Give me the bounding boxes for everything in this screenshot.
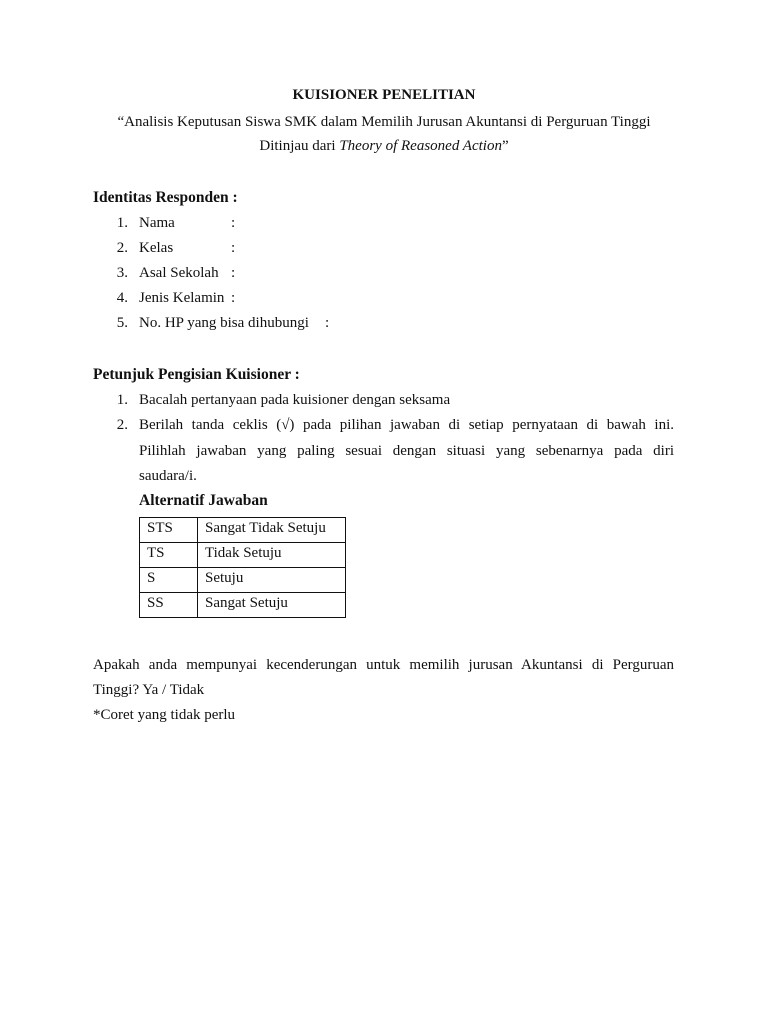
petunjuk-item-2-line3: saudara/i. xyxy=(139,468,197,484)
option-code: TS xyxy=(140,543,198,568)
alternatif-heading: Alternatif Jawaban xyxy=(139,492,268,509)
option-code: SS xyxy=(140,593,198,618)
petunjuk-item-2-line2: Pilihlah jawaban yang paling sesuai dengan situasi yang sebenarnya pada diri xyxy=(139,443,674,459)
identitas-num: 4. xyxy=(116,290,128,306)
option-description: Sangat Tidak Setuju xyxy=(198,518,346,543)
option-description: Sangat Setuju xyxy=(198,593,346,618)
question-note: *Coret yang tidak perlu xyxy=(93,707,236,723)
identitas-label-nama: Nama xyxy=(139,215,175,231)
petunjuk-item-1: Bacalah pertanyaan pada kuisioner dengan seksama xyxy=(139,392,451,408)
petunjuk-num: 1. xyxy=(116,392,128,408)
identitas-colon: : xyxy=(325,315,330,331)
identitas-num: 1. xyxy=(116,215,128,231)
identitas-colon: : xyxy=(231,290,236,306)
table-row xyxy=(140,593,346,618)
identitas-num: 2. xyxy=(116,240,128,256)
research-title-theory: Theory of Reasoned Action xyxy=(339,138,502,154)
identitas-num: 5. xyxy=(116,315,128,331)
identitas-colon: : xyxy=(231,215,236,231)
identitas-label-jenis-kelamin: Jenis Kelamin xyxy=(139,290,225,306)
identitas-heading: Identitas Responden : xyxy=(93,189,238,206)
research-title-prefix: Ditinjau dari xyxy=(259,138,340,154)
research-title-line1: “Analisis Keputusan Siswa SMK dalam Memilih Jurusan Akuntansi di Perguruan Tinggi xyxy=(117,114,651,130)
question-line1: Apakah anda mempunyai kecenderungan untuk memilih jurusan Akuntansi di Perguruan xyxy=(93,657,674,673)
research-title-line2 xyxy=(0,138,768,155)
identitas-label-no-hp: No. HP yang bisa dihubungi xyxy=(139,315,309,331)
table-row xyxy=(140,518,346,543)
page-title: KUISIONER PENELITIAN xyxy=(292,87,476,103)
question-line2: Tinggi? Ya / Tidak xyxy=(93,682,205,698)
table-row xyxy=(140,568,346,593)
petunjuk-num: 2. xyxy=(116,417,128,433)
option-description: Tidak Setuju xyxy=(198,543,346,568)
answer-options-table xyxy=(139,517,346,618)
identitas-label-asal-sekolah: Asal Sekolah xyxy=(139,265,219,281)
option-code: S xyxy=(140,568,198,593)
petunjuk-heading: Petunjuk Pengisian Kuisioner : xyxy=(93,366,300,383)
option-code: STS xyxy=(140,518,198,543)
petunjuk-item-2-line1: Berilah tanda ceklis (√) pada pilihan jawaban di setiap pernyataan di bawah ini. xyxy=(139,417,674,433)
identitas-label-kelas: Kelas xyxy=(139,240,174,256)
option-description: Setuju xyxy=(198,568,346,593)
identitas-colon: : xyxy=(231,240,236,256)
identitas-num: 3. xyxy=(116,265,128,281)
table-row xyxy=(140,543,346,568)
identitas-colon: : xyxy=(231,265,236,281)
research-title-suffix: ” xyxy=(501,138,509,154)
